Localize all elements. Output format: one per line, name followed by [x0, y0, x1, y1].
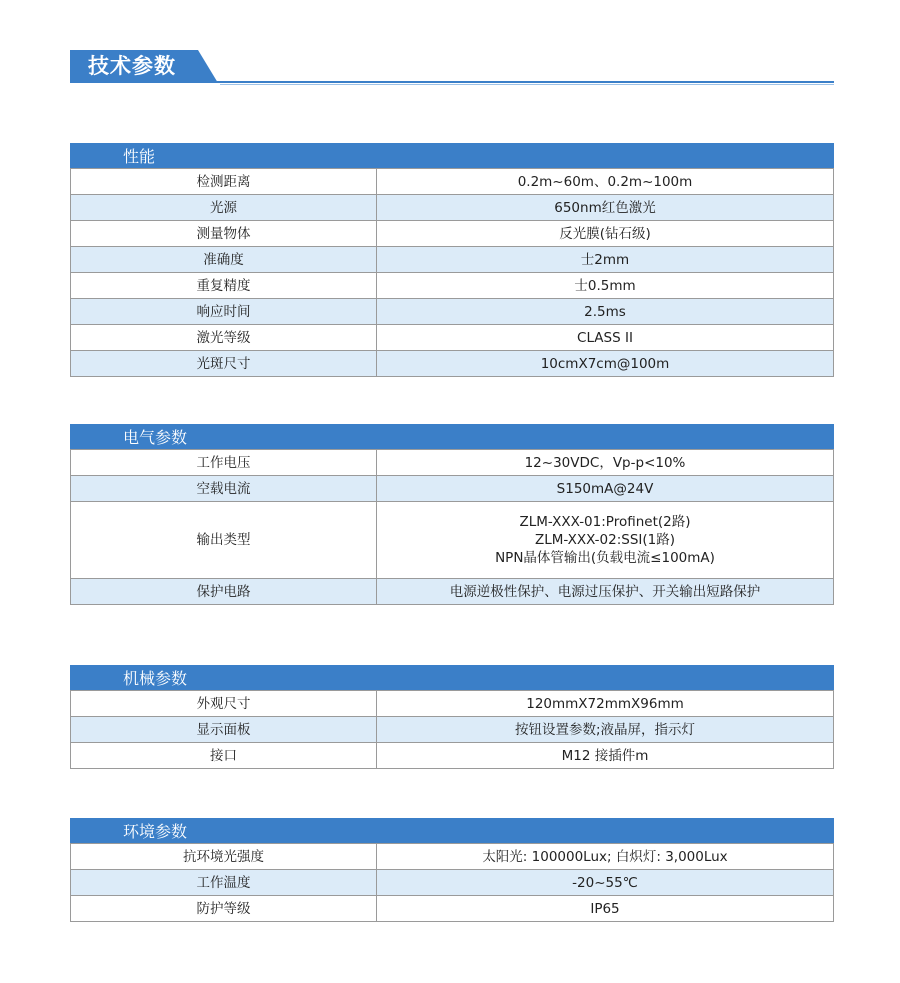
- section-header: 机械参数: [70, 665, 834, 690]
- title-underline-thin: [220, 84, 834, 85]
- table-row: [71, 247, 834, 273]
- spec-value: 120mmX72mmX96mm: [377, 691, 834, 717]
- table-row: [71, 169, 834, 195]
- table-row: [71, 221, 834, 247]
- spec-value-multiline: [377, 502, 834, 579]
- table-row: [71, 844, 834, 870]
- spec-value: 2.5ms: [377, 299, 834, 325]
- spec-key: 光斑尺寸: [71, 351, 377, 377]
- spec-table: [70, 690, 834, 769]
- spec-key: 工作电压: [71, 450, 377, 476]
- spec-value: 0.2m~60m、0.2m~100m: [377, 169, 834, 195]
- spec-key: 显示面板: [71, 717, 377, 743]
- spec-key: 重复精度: [71, 273, 377, 299]
- spec-value: 电源逆极性保护、电源过压保护、开关输出短路保护: [377, 579, 834, 605]
- table-row: [71, 579, 834, 605]
- spec-key: 测量物体: [71, 221, 377, 247]
- table-row: [71, 502, 834, 579]
- spec-key: 光源: [71, 195, 377, 221]
- spec-key: 响应时间: [71, 299, 377, 325]
- page-title: 技术参数: [88, 54, 176, 78]
- spec-value: 按钮设置参数;液晶屏，指示灯: [377, 717, 834, 743]
- table-row: [71, 325, 834, 351]
- spec-table: [70, 168, 834, 377]
- section-header: 性能: [70, 143, 834, 168]
- table-row: [71, 743, 834, 769]
- spec-value: 士0.5mm: [377, 273, 834, 299]
- spec-value: CLASS II: [377, 325, 834, 351]
- table-row: [71, 896, 834, 922]
- spec-value: -20~55℃: [377, 870, 834, 896]
- spec-table: [70, 449, 834, 605]
- spec-value: S150mA@24V: [377, 476, 834, 502]
- spec-value: 10cmX7cm@100m: [377, 351, 834, 377]
- table-row: [71, 273, 834, 299]
- table-row: [71, 717, 834, 743]
- table-row: [71, 351, 834, 377]
- spec-value-line: ZLM-XXX-01:Profinet(2路): [519, 514, 691, 530]
- spec-value: 太阳光: 100000Lux; 白炽灯: 3,000Lux: [377, 844, 834, 870]
- table-row: [71, 476, 834, 502]
- section-header: 电气参数: [70, 424, 834, 449]
- spec-key: 防护等级: [71, 896, 377, 922]
- spec-key: 空载电流: [71, 476, 377, 502]
- spec-value: 反光膜(钻石级): [377, 221, 834, 247]
- spec-key: 检测距离: [71, 169, 377, 195]
- section-electrical: [70, 424, 834, 605]
- spec-value-line: NPN晶体管输出(负载电流≤100mA): [495, 550, 715, 566]
- section-mechanical: [70, 665, 834, 769]
- spec-key: 工作温度: [71, 870, 377, 896]
- table-row: [71, 691, 834, 717]
- spec-key: 保护电路: [71, 579, 377, 605]
- page-title-banner: [70, 50, 834, 86]
- spec-table: [70, 843, 834, 922]
- table-row: [71, 870, 834, 896]
- title-underline: [198, 81, 834, 83]
- section-performance: [70, 143, 834, 377]
- spec-value: 士2mm: [377, 247, 834, 273]
- spec-value: 12~30VDC，Vp-p<10%: [377, 450, 834, 476]
- spec-key: 输出类型: [71, 502, 377, 579]
- table-row: [71, 450, 834, 476]
- spec-key: 准确度: [71, 247, 377, 273]
- spec-key: 激光等级: [71, 325, 377, 351]
- spec-value: IP65: [377, 896, 834, 922]
- spec-value: M12 接插件m: [377, 743, 834, 769]
- spec-key: 抗环境光强度: [71, 844, 377, 870]
- spec-value: 650nm红色激光: [377, 195, 834, 221]
- table-row: [71, 195, 834, 221]
- spec-key: 接口: [71, 743, 377, 769]
- spec-value-line: ZLM-XXX-02:SSI(1路): [534, 532, 676, 548]
- spec-key: 外观尺寸: [71, 691, 377, 717]
- section-environment: [70, 818, 834, 922]
- section-header: 环境参数: [70, 818, 834, 843]
- table-row: [71, 299, 834, 325]
